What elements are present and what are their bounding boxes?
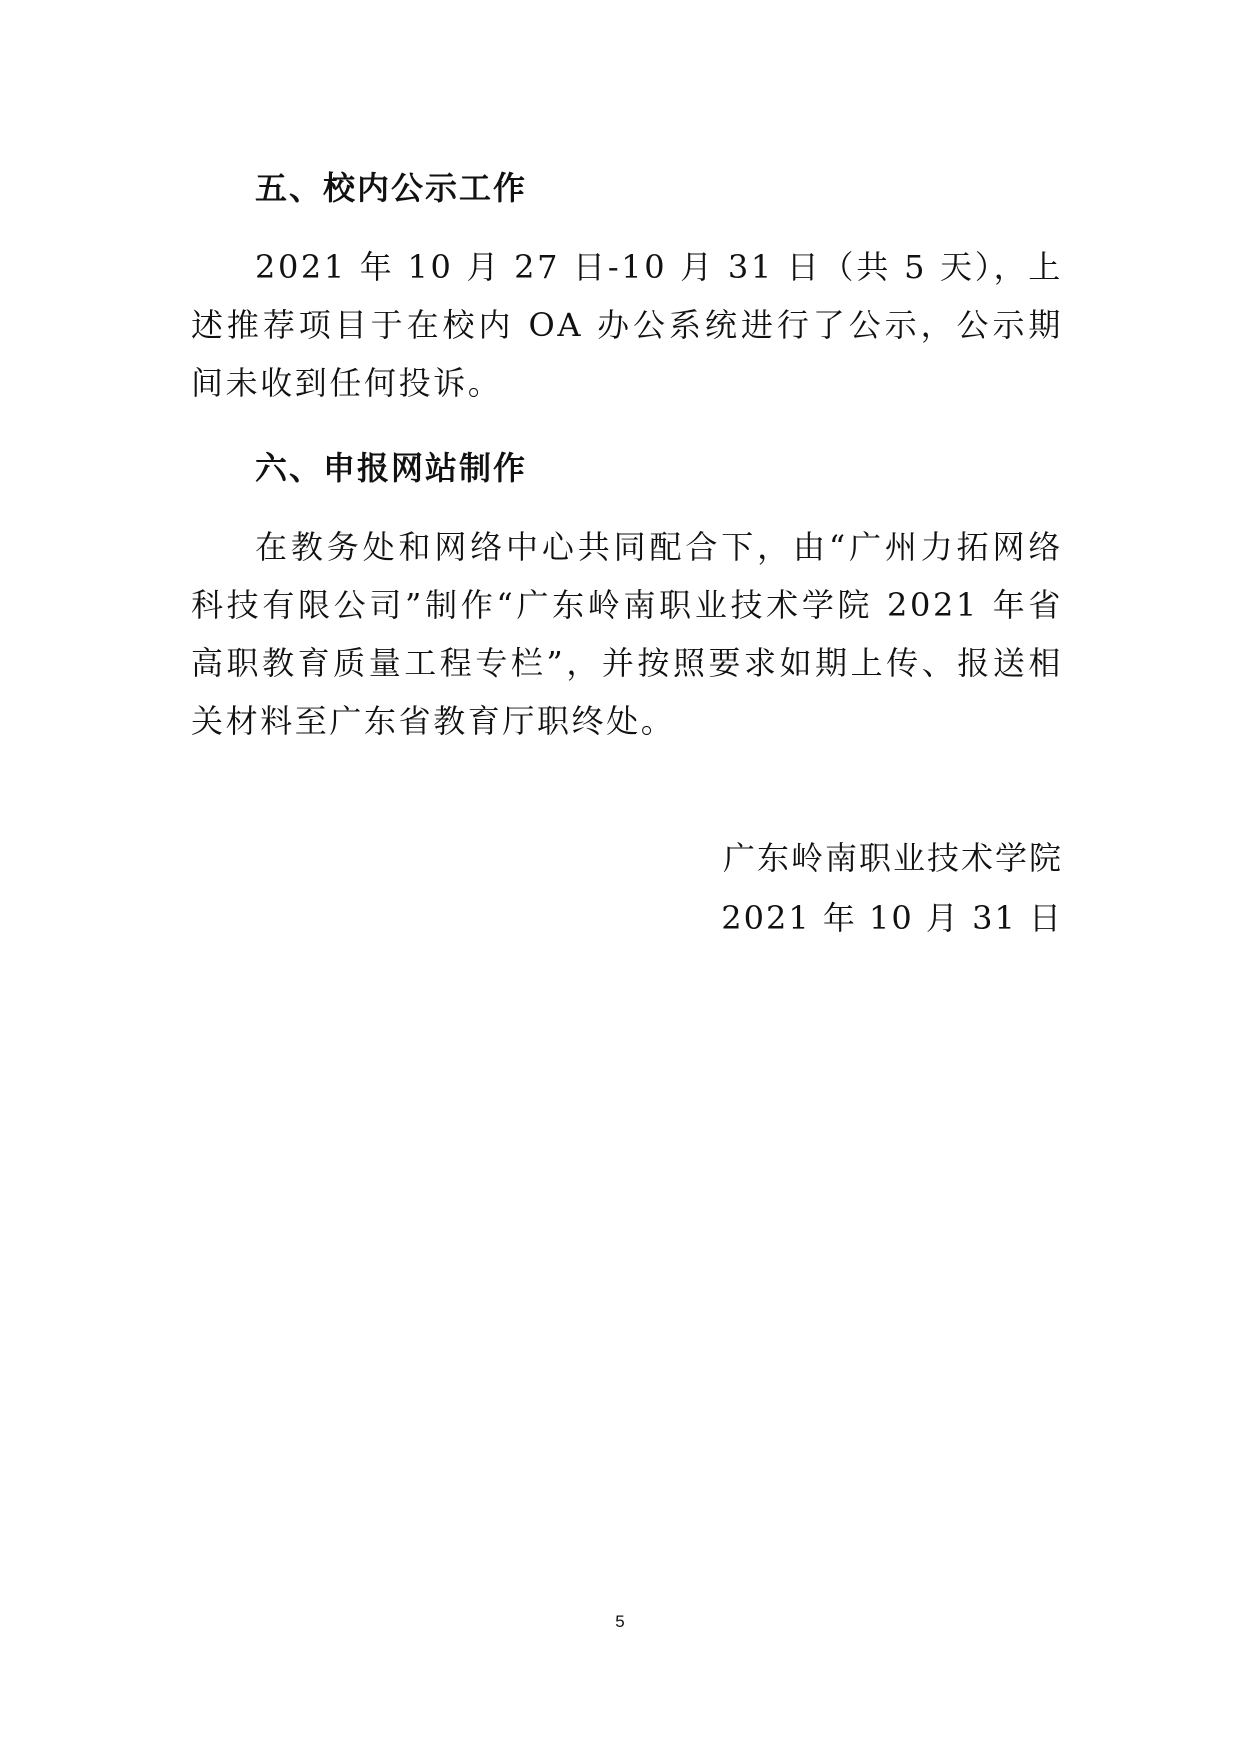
section-paragraph-website: 在教务处和网络中心共同配合下，由“广州力拓网络科技有限公司”制作“广东岭南职业技术学院 2021 年省高职教育质量工程专栏”，并按照要求如期上传、报送相关材料至广东省教育厅职终处。 (191, 528, 1063, 740)
page-number: 5 (615, 1612, 625, 1631)
section-heading-website: 六、申报网站制作 (255, 449, 528, 487)
section-paragraph-public-notice: 2021 年 10 月 27 日-10 月 31 日（共 5 天），上述推荐项目于在校内 OA 办公系统进行了公示，公示期间未收到任何投诉。 (191, 248, 1063, 402)
signature-date: 2021 年 10 月 31 日 (721, 899, 1063, 937)
signature-organization: 广东岭南职业技术学院 (722, 839, 1063, 877)
section-heading-public-notice: 五、校内公示工作 (255, 169, 528, 207)
